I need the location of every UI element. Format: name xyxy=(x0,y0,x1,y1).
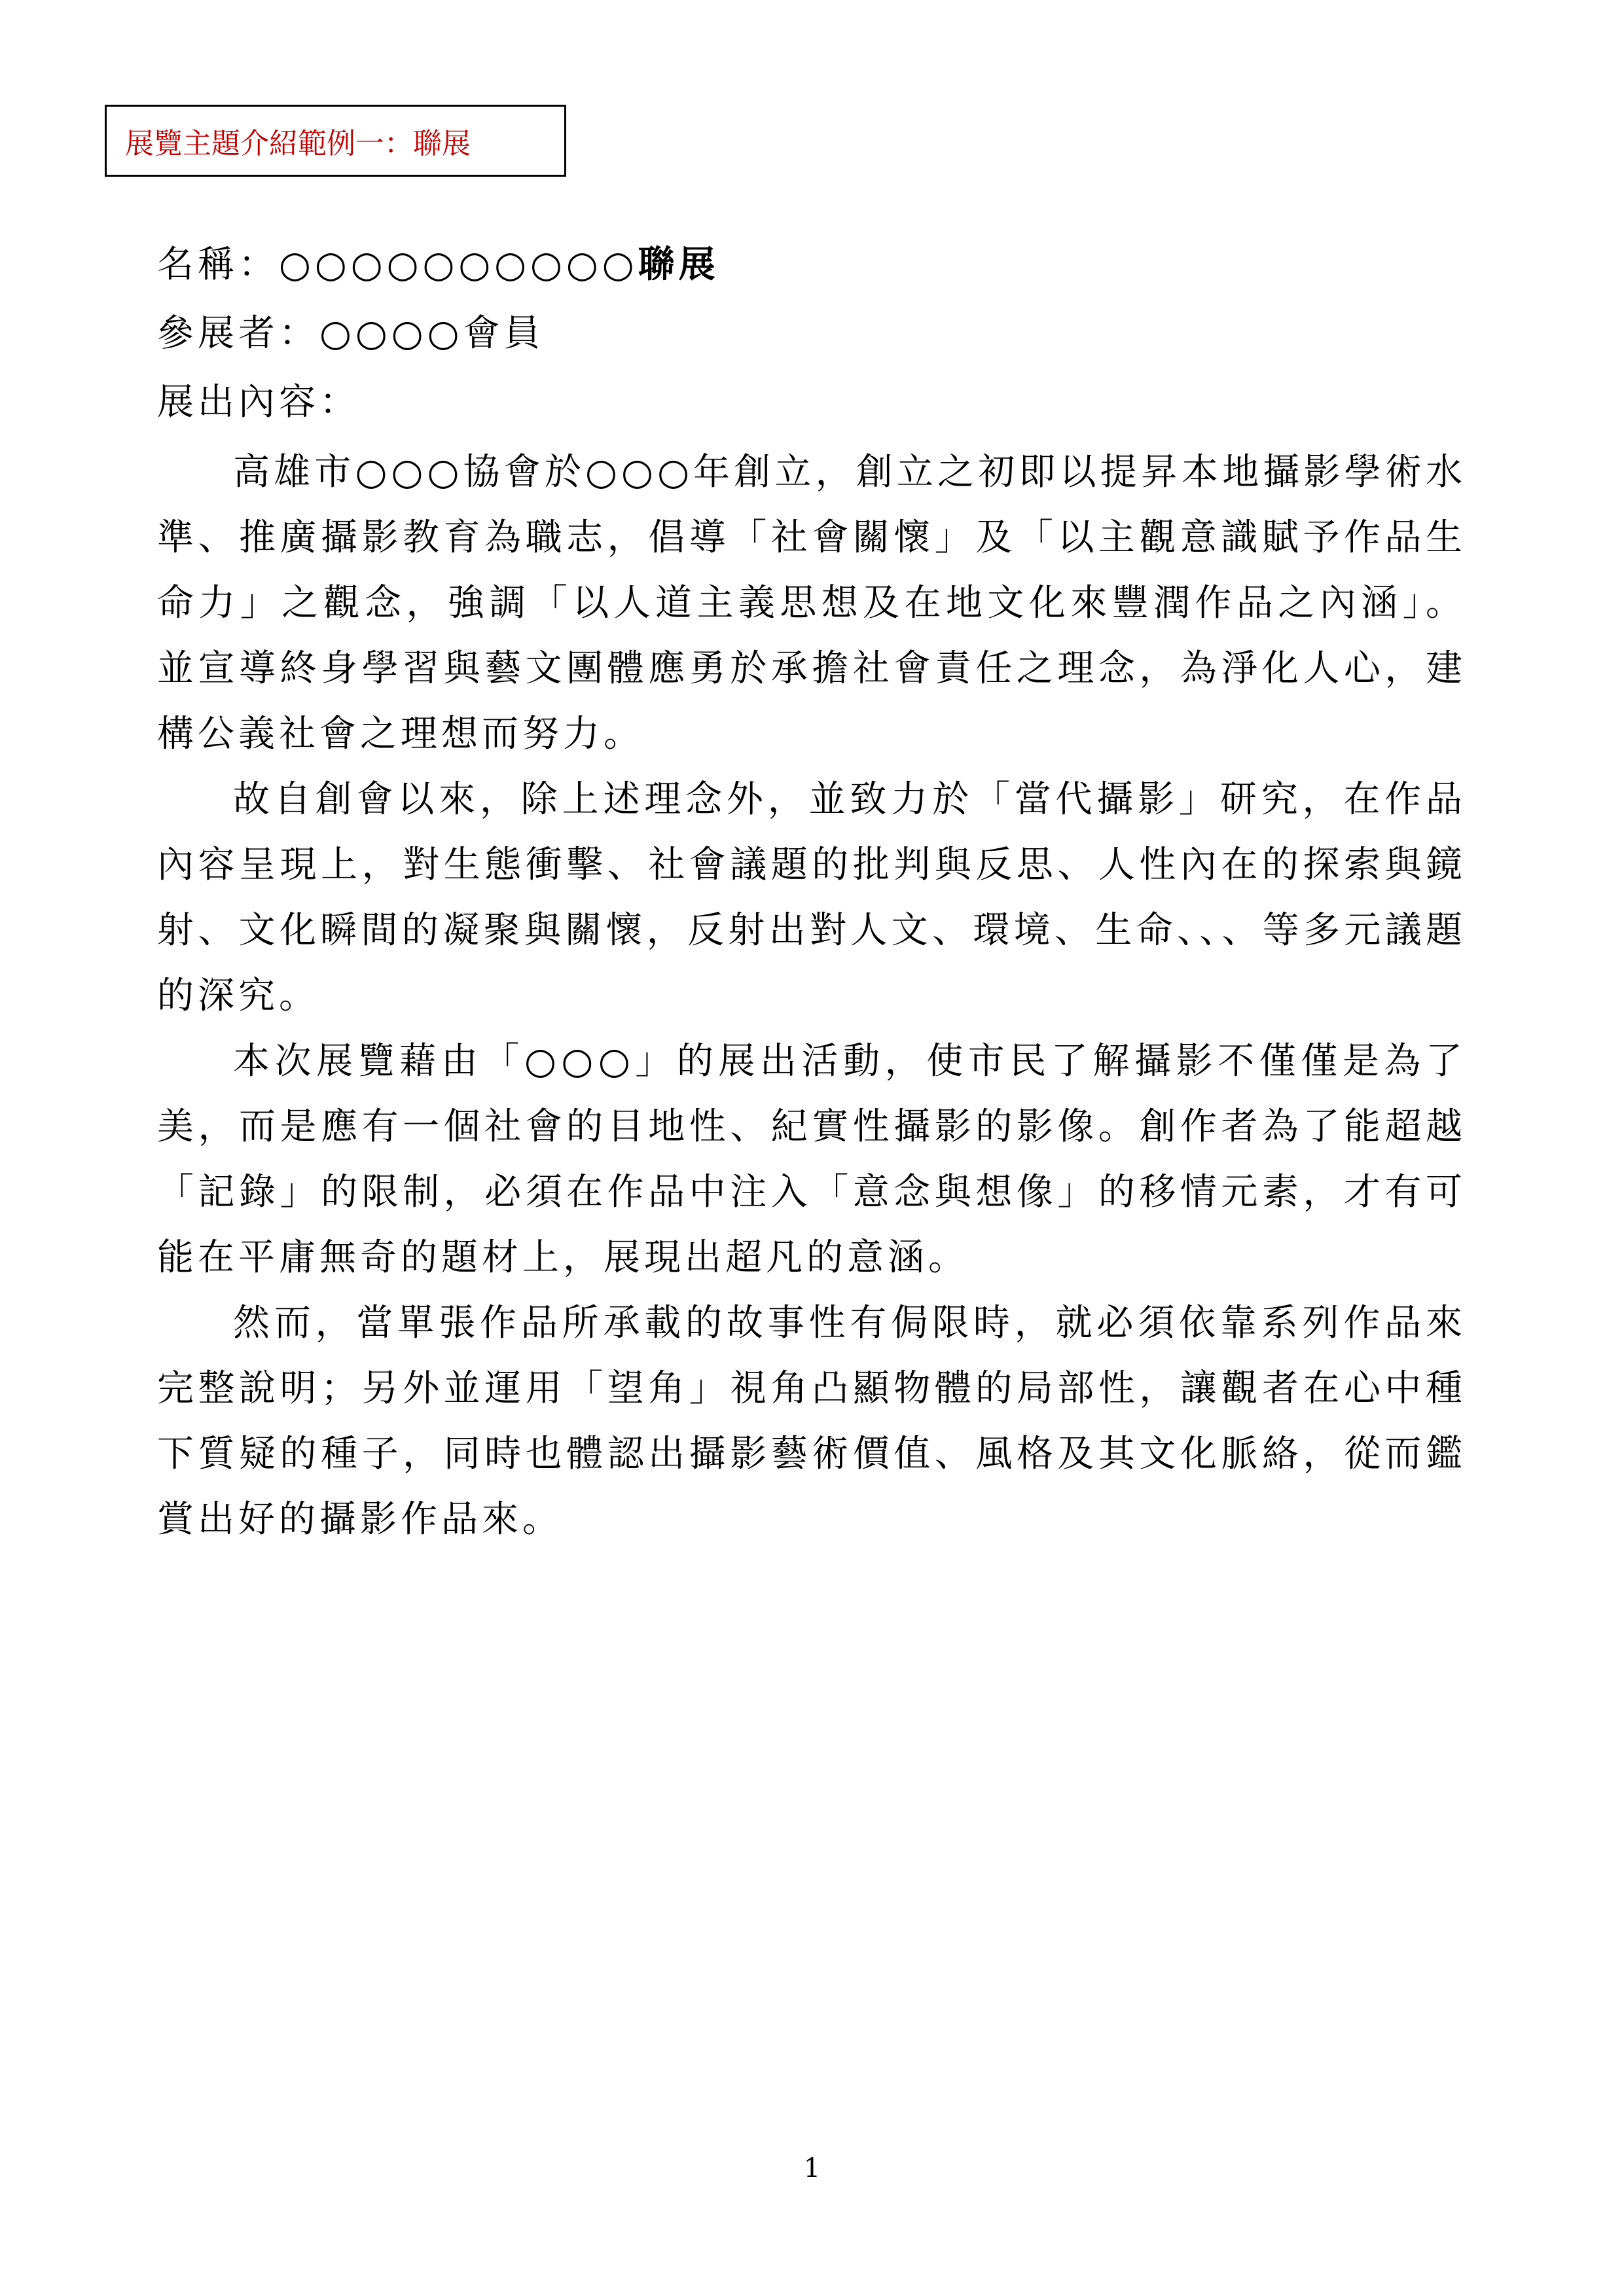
content-heading: 展出內容： xyxy=(157,381,360,423)
exhibition-description xyxy=(157,440,1466,1552)
description-paragraph-2: 故自創會以來，除上述理念外，並致力於「當代攝影」研究，在作品內容呈現上，對生態衝擊、社會議題的批判與反思、人性內在的探索與鏡射、文化瞬間的凝聚與關懷，反射出對人文、環境、生命、、、等多元議題的深究。 xyxy=(157,778,1466,1017)
description-paragraph-3: 本次展覽藉由「○○○」的展出活動，使市民了解攝影不僅僅是為了美，而是應有一個社會的目地性、紀實性攝影的影像。創作者為了能超越「記錄」的限制，必須在作品中注入「意念與想像」的移情元素，才有可能在平庸無奇的題材上，展現出超凡的意涵。 xyxy=(157,1040,1466,1279)
example-label-box xyxy=(105,105,566,177)
participants-label: 參展者： xyxy=(157,312,319,355)
content-heading-row xyxy=(157,373,360,425)
page-number: 1 xyxy=(803,2153,821,2183)
participants-value: ○○○○會員 xyxy=(319,312,545,355)
description-paragraph-1: 高雄市○○○協會於○○○年創立，創立之初即以提昇本地攝影學術水準、推廣攝影教育為職志，倡導「社會關懷」及「以主觀意識賦予作品生命力」之觀念，強調「以人道主義思想及在地文化來豐潤作品之內涵」。並宣導終身學習與藝文團體應勇於承擔社會責任之理念，為淨化人心，建構公義社會之理想而努力。 xyxy=(157,451,1466,755)
exhibition-name-row xyxy=(157,236,719,288)
exhibition-name-value: ○○○○○○○○○○聯展 xyxy=(279,243,719,286)
participants-row xyxy=(157,304,544,357)
description-paragraph-4: 然而，當單張作品所承載的故事性有侷限時，就必須依靠系列作品來完整說明；另外並運用「望角」視角凸顯物體的局部性，讓觀者在心中種下質疑的種子，同時也體認出攝影藝術價值、風格及其文化脈絡，從而鑑賞出好的攝影作品來。 xyxy=(157,1302,1466,1541)
example-label: 展覽主題介紹範例一：聯展 xyxy=(125,127,471,160)
exhibition-name-label: 名稱： xyxy=(157,243,279,286)
